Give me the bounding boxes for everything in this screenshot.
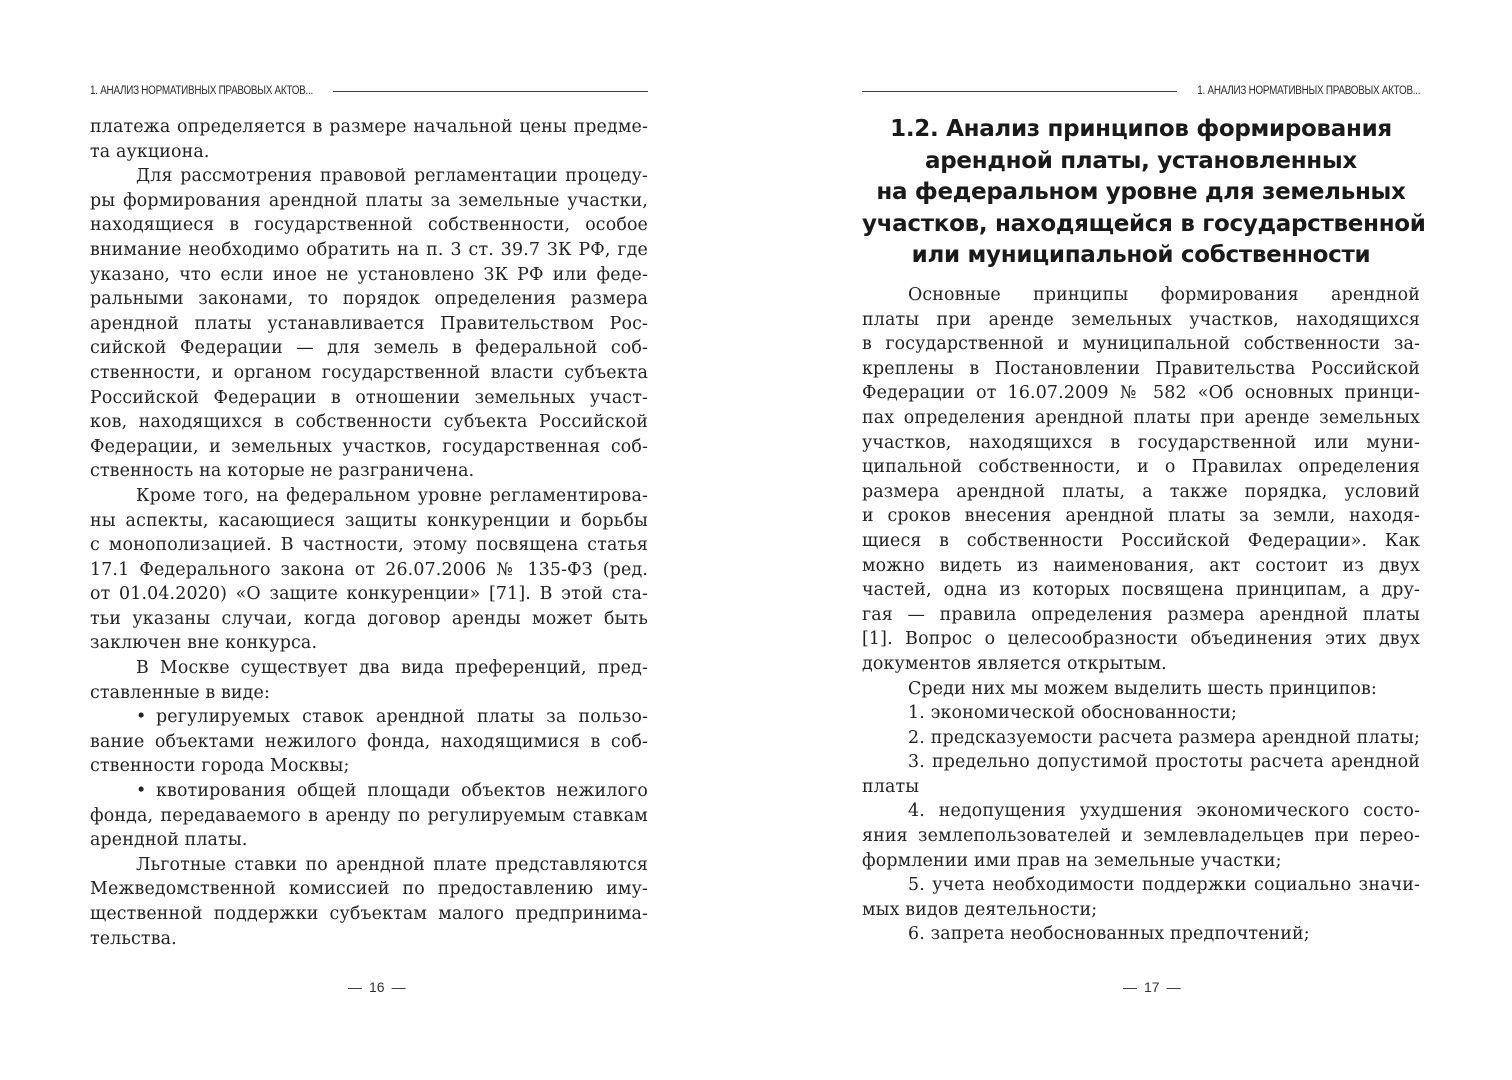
heading-line: или муниципальной собственности [911,242,1371,268]
text-line: ков, находящихся в собственности субъекта Российской [90,412,648,433]
list-item: 6. запрета необоснованных предпочтений; [908,924,1310,945]
text-line: В Москве существует два вида преференций, пред- [136,658,648,679]
text-line: Среди них мы можем выделить шесть принципов: [908,678,1378,699]
running-head [862,83,1420,99]
text-line: указано, что если иное не установлено ЗК РФ или феде- [90,264,648,285]
text-line: ральными законами, то порядок определения размера [90,289,648,310]
text-line: [1]. Вопрос о целесообразности объединения этих двух [862,629,1420,650]
text-line: тельства. [90,928,177,949]
text-line: ставленные в виде: [90,682,270,703]
body-text [90,115,648,951]
list-item: 5. учета необходимости поддержки социально значи- [908,875,1420,896]
running-head-text: 1. АНАЛИЗ НОРМАТИВНЫХ ПРАВОВЫХ АКТОВ... [90,85,313,97]
text-line: пах определения арендной платы при аренде земельных [862,407,1420,428]
text-line: Льготные ставки по арендной плате представляются [136,854,648,875]
text-line: платы при аренде земельных участков, находящихся [862,309,1420,330]
page-number [1116,979,1188,995]
text-line: вание объектами нежилого фонда, находящимися в соб- [90,731,648,752]
text-line: Федерации, и земельных участков, государственная соб- [90,436,648,457]
text-line: формлении ими прав на земельные участки; [862,850,1282,871]
text-line: частей, одна из которых посвящена принципам, а дру- [862,580,1420,601]
bullet-item [90,779,648,804]
text-line: платы [862,776,920,797]
text-line: заключен вне конкурса. [90,633,318,654]
text-line: ственность на которые не разграничена. [90,461,475,482]
text-line: в государственной и муниципальной собственности за- [862,334,1420,355]
heading-line: участков, находящейся в государственной [862,210,1426,237]
text-line: 17.1 Федерального закона от 26.07.2006 № 135-ФЗ (ред. [90,559,648,580]
bullet-text: регулируемых ставок арендной платы за пользо- [156,707,648,728]
text-line: сийской Федерации — для земель в федеральной соб- [90,338,648,359]
text-line: мых видов деятельности; [862,899,1098,920]
folio-dash: — [391,979,406,995]
text-line: гая — правила определения размера арендной платы [862,604,1420,625]
running-head-text: 1. АНАЛИЗ НОРМАТИВНЫХ ПРАВОВЫХ АКТОВ... [1197,85,1420,97]
header-rule [862,91,1177,92]
text-line: участков, находящихся в государственной или муни- [862,432,1420,453]
text-line: фонда, передаваемого в аренду по регулируемым ставкам [90,805,648,826]
text-line: Для рассмотрения правовой регламентации процеду- [136,166,648,187]
text-line: ственности, и органом государственной власти субъекта [90,362,648,383]
text-line: арендной платы. [90,830,248,851]
list-item: 3. предельно допустимой простоты расчета арендной [908,752,1420,773]
text-line: Российской Федерации в отношении земельных участ- [90,387,648,408]
text-line: арендной платы устанавливается Правительством Рос- [90,313,648,334]
bullet-text: квотирования общей площади объектов нежилого [156,781,648,802]
text-line: ственности города Москвы; [90,756,350,777]
text-line: ципальной собственности, и о Правилах определения [862,457,1420,478]
body-text [862,283,1420,947]
text-line: Межведомственной комиссией по предоставлению иму- [90,879,648,900]
right-page [756,0,1512,1080]
text-line: ры формирования арендной платы за земельные участки, [90,190,648,211]
text-line: тьи указаны случаи, когда договор аренды может быть [90,608,648,629]
list-item: 2. предсказуемости расчета размера арендной платы; [908,727,1420,748]
folio-dash: — [1166,979,1181,995]
folio-dash: — [1123,979,1137,995]
text-line: та аукциона. [90,141,210,162]
header-rule [333,91,648,92]
list-item: 4. недопущения ухудшения экономического состо- [908,801,1420,822]
text-line: и сроков внесения арендной платы за земли, находя- [862,506,1420,527]
text-line: ны аспекты, касающиеся защиты конкуренции и борьбы [90,510,648,531]
text-line: размера арендной платы, а также порядка, условий [862,481,1420,502]
page-number [341,979,413,995]
page-number-value: 16 [369,979,385,995]
text-line: находящиеся в государственной собственности, особое [90,215,648,236]
heading-line: 1.2. Анализ принципов формирования [890,116,1392,142]
text-line: Кроме того, на федеральном уровне регламентирова- [136,485,648,506]
text-line: яния землепользователей и землевладельцев при перео- [862,826,1420,847]
text-line: внимание необходимо обратить на п. 3 ст. 39.7 ЗК РФ, где [90,239,648,260]
list-item: 1. экономической обоснованности; [908,703,1237,724]
bullet-icon: • [136,781,147,802]
text-line: Федерации от 16.07.2009 № 582 «Об основных принци- [862,383,1420,404]
bullet-icon: • [136,707,147,728]
running-head [90,83,648,99]
bullet-item [90,705,648,730]
heading-line: на федеральном уровне для земельных [876,179,1406,205]
section-heading [862,114,1426,272]
text-line: креплены в Постановлении Правительства Российской [862,358,1420,379]
folio-dash: — [348,979,362,995]
text-line: с монополизацией. В частности, этому посвящена статья [90,535,648,556]
text-line: платежа определяется в размере начальной цены предме- [90,117,648,137]
heading-line: арендной платы, установленных [925,147,1357,174]
text-line: Основные принципы формирования арендной [908,285,1420,305]
text-line: от 01.04.2020) «О защите конкуренции» [71]. В этой ста- [90,584,648,605]
page-number-value: 17 [1144,979,1160,995]
text-line: документов является открытым. [862,653,1167,674]
text-line: щественной поддержки субъектам малого предпринима- [90,904,648,924]
text-line: щиеся в собственности Российской Федерации». Как [862,530,1420,551]
text-line: можно видеть из наименования, акт состоит из двух [862,555,1420,576]
